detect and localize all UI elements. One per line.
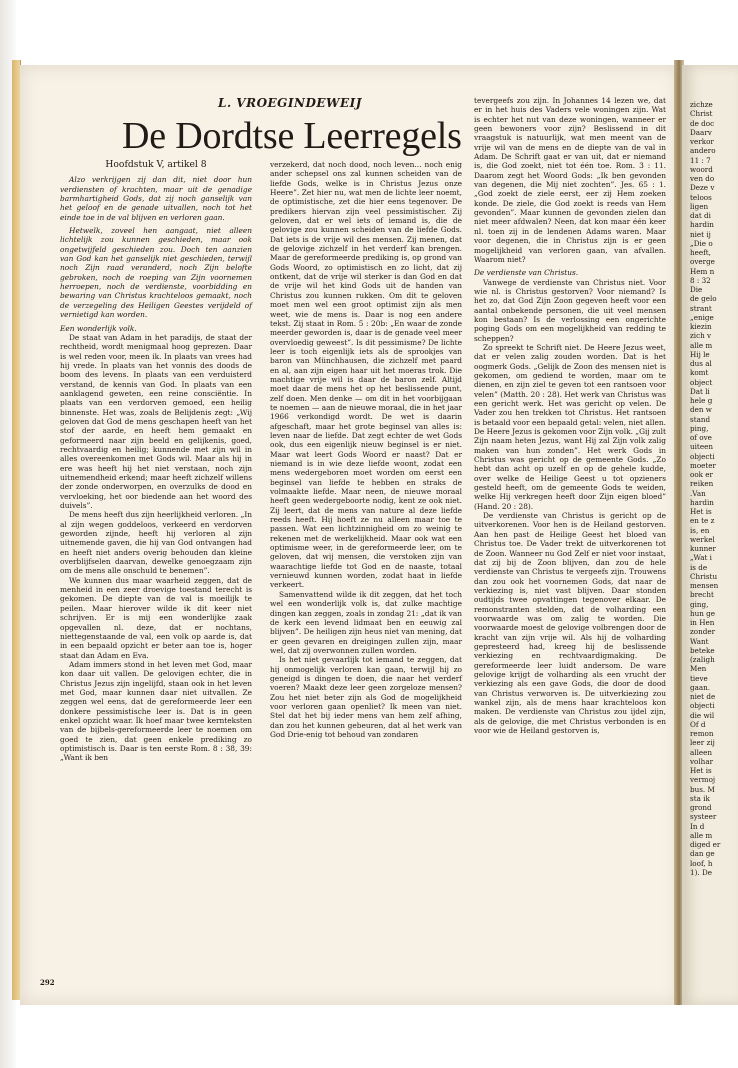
next-page-line: zich v	[690, 331, 712, 341]
next-page-line: Christ	[690, 109, 713, 119]
next-page-line: Christu	[690, 571, 718, 581]
next-page-line: de gelo	[690, 294, 717, 304]
next-page-line: Men	[690, 664, 707, 674]
body-paragraph: De staat van Adam in het paradijs, de staat der rechtheid, wordt menigmaal hoog geprezen. Daar is wel reden voor, meen ik. In plaats van vrees had hij vrede. In plaats van het vonnis des doods de boom des levens. In plaats van een verduisterd verstand, de kennis van God. In plaats van een aanklagend geweten, een reine consciëntie. In plaats van een verdorven gemoed, een heilig binnenste. Het was, zoals de Belijdenis zegt: „Wij geloven dat God de mens geschapen heeft van het stof der aarde, en heeft hem gemaakt en geformeerd naar zijn beeld en gelijkenis, goed, rechtvaardig en heilig; kunnende met zijn wil in alles overeenkomen met Gods wil. Maar als hij in ere was heeft hij het niet verstaan, noch zijn uitnemendheid erkend; maar heeft zichzelf willens der zonde onderworpen, en overzulks de dood en vervloeking, het oor biedende aan het woord des duivels”.	[60, 332, 252, 511]
section-heading: Een wonderlijk volk.	[60, 323, 137, 333]
next-page-line: alle m	[690, 340, 713, 350]
column-1	[60, 160, 252, 763]
next-page-line: Want	[690, 636, 709, 646]
next-page-line: den w	[690, 405, 712, 415]
next-page-line: hun ge	[690, 608, 716, 618]
next-page-line: stand	[690, 414, 711, 424]
next-page-line: 11 : 7	[690, 155, 711, 165]
next-page-line: object	[690, 377, 713, 387]
next-page-line: die wil	[690, 710, 715, 720]
next-page-line: hardin	[690, 220, 714, 230]
body-paragraph: Samenvattend wilde ik dit zeggen, dat het toch wel een wonderlijk volk is, dat zulke machtige dingen kan zeggen, zoals in zondag 21: „dat ik van de kerk een levend lidmaat ben en eeuwig zal blijven”. De heiligen zijn heus niet van mening, dat er geen gevaren en dreigingen zullen zijn, maar wel, dat zij overwonnen zullen worden.	[270, 589, 462, 655]
next-page-line: in Hen	[690, 618, 715, 627]
next-page-line: alleen	[690, 747, 713, 757]
next-page-line: alle m	[690, 830, 713, 840]
next-page-line: diged er	[690, 840, 721, 849]
next-page-line: bus. M	[690, 784, 715, 794]
body-paragraph: Vanwege de verdienste van Christus niet. Voor wie nl. is Christus gestorven? Voor niemand? Is het zo, dat God Zijn Zoon gegeven heeft voor een aantal onbekende personen, die uit veel mensen kon bestaan? Is de verlossing een ongerichte poging Gods om een mogelijkheid van redding te scheppen?	[474, 277, 666, 343]
section-heading: De verdienste van Christus.	[474, 268, 579, 278]
next-page-line: .Van	[690, 488, 706, 498]
chapter-heading: Hoofdstuk V, artikel 8	[105, 159, 207, 170]
next-page-line: mensen	[690, 581, 719, 590]
next-page-line: 1). De	[690, 867, 712, 877]
next-page-line: komt	[690, 368, 709, 378]
next-page-line: heeft,	[690, 248, 711, 257]
next-page-line: en te z	[690, 516, 715, 526]
next-page-line: objecti	[690, 451, 715, 461]
next-page-line: de doc	[690, 118, 715, 128]
next-page-line: leer zij	[690, 738, 715, 748]
next-page-line: (zaligh	[690, 655, 715, 664]
next-page-line: woord	[690, 164, 713, 174]
next-page-line: objecti	[690, 701, 715, 711]
next-page-line: uiteen	[690, 442, 713, 452]
next-page-line: sta ik	[690, 793, 710, 803]
lead-paragraph: Alzo verkrijgen zij dan dit, niet door hun verdiensten of krachten, maar uit de genadige barmhartigheid Gods, dat zij noch ganselijk van het geloof en de genade uitvallen, noch tot het einde toe in de val blijven en verloren gaan.	[60, 175, 252, 222]
next-page-line: kunner	[690, 544, 716, 553]
next-page-line: In d	[690, 821, 705, 831]
next-page-line: ook er	[690, 470, 713, 479]
next-page-text	[690, 100, 738, 877]
next-page-line: dus al	[690, 359, 712, 368]
next-page-line: ging,	[690, 599, 709, 609]
next-page-line: Hij le	[690, 349, 710, 359]
next-page-line: andero	[690, 146, 716, 156]
next-page-line: ven do	[690, 174, 715, 183]
next-page-line: teloos	[690, 192, 712, 202]
next-page-line: niet ij	[690, 229, 711, 239]
next-page-line: Hem n	[690, 266, 715, 276]
next-page-line: verkor	[690, 137, 714, 146]
next-page-line: is, en	[690, 525, 710, 535]
next-page-line: Die	[690, 285, 703, 294]
body-paragraph: tevergeefs zou zijn. In Johannes 14 lezen we, dat er in het huis des Vaders vele woningen zijn. Wat is echter het nut van deze woningen, wanneer er geen bewoners voor zijn? Beslissend in dit vraagstuk is natuurlijk, wat men meent van de vrije wil van de mens en de diepte van de val in Adam. De Schrift gaat er van uit, dat er niemand is, die God zoekt, niet tot één toe. Rom. 3 : 11. Daarom zegt het Woord Gods: „Ik ben gevonden van degenen, die Mij niet zochten”. Jes. 65 : 1. „God zoekt de ziele eerst, eer zij Hem zoeken konde. De ziele, die God zoekt is reeds van Hem gevonden”. Maar kunnen de gevonden zielen dan niet meer afdwalen? Neen, dat kon maar één keer nl. toen zij in de lendenen Adams waren. Maar voor degenen, die in Christus zijn is er geen mogelijkheid van verloren gaan, van afvallen. Waarom niet?	[474, 96, 666, 264]
next-page-line: „Wat i	[690, 553, 712, 563]
next-page-line: systeer	[690, 812, 717, 822]
next-page-line: Het is	[690, 766, 712, 775]
next-page-line: 8 : 32	[690, 275, 711, 285]
column-3	[474, 96, 666, 735]
next-page-line: Dat li	[690, 386, 710, 396]
next-page-line: zonder	[690, 627, 716, 637]
next-page-line: beteke	[690, 645, 715, 655]
page-number: 292	[40, 978, 55, 987]
next-page-line: overge	[690, 257, 715, 267]
next-page-line: remon	[690, 729, 714, 738]
next-page-line: Of d	[690, 719, 706, 729]
next-page-line: zichze	[690, 100, 713, 109]
next-page-line: „Die o	[690, 238, 713, 248]
body-paragraph: Zo spreekt te Schrift niet. De Heere Jezus weet, dat er velen zalig zouden worden. Dat is het oogmerk Gods. „Gelijk de Zoon des mensen niet is gekomen, om gediend te worden, maar om te dienen, en zijn ziel te geven tot een rantsoen voor velen” (Matth. 20 : 28). Het werk van Christus was een gericht werk. Het was gericht op velen. De Vader zou hen trekken tot Christus. Het rantsoen is betaald voor een bepaald getal: velen, niet allen. De Heere Jezus is gekomen voor Zijn volk. „Gij zult Zijn naam heten Jezus, want Hij zal Zijn volk zalig maken van hun zonden”. Het werk Gods in Christus was gericht op de gemeente Gods. „Zo hebt dan acht op uzelf en op de gehele kudde, over welke de Heilige Geest u tot opzieners gesteld heeft, om de gemeente Gods te weiden, welke Hij verkregen heeft door Zijn eigen bloed” (Hand. 20 : 28).	[474, 342, 667, 511]
body-paragraph: De verdienste van Christus is gericht op de uitverkorenen. Voor hen is de Heiland gestorven. Aan hen past de Heilige Geest het bloed van Christus toe. De Vader trekt de uitverkorenen tot de Zoon. Wanneer nu God Zelf er niet voor instaat, dat zij bij de Zoon blijven, dan zou de hele verdienste van Christus te vergeefs zijn. Trouwens dan zou ook het voornemen Gods, dat naar de verkiezing is, niet vast blijven. Daar stonden oudtijds twee opvattingen tegenover elkaar. De remonstranten stelden, dat de volharding een voorwaarde was om zalig te worden. Die voorwaarde moest de gelovige volbrengen door de kracht van zijn vrije wil. Als hij de volharding gepresteerd had, kreeg hij de beslissende verkiezing en rechtvaardigmaking. De gereformeerde leer luidt andersom. De ware gelovige krijgt de volharding als een vrucht der verkiezing als een gave Gods, die door de dood van Christus verworven is. De uitverkiezing zou wankel zijn, als de mens haar krachteloos kon maken. De verdienste van Christus zou ijdel zijn, als de gelovige, die met Christus verbonden is en voor wie de Heiland gestorven is,	[474, 511, 666, 736]
next-page-line: moeter	[690, 460, 716, 470]
body-paragraph: De mens heeft dus zijn heerlijkheid verloren. „In al zijn wegen goddeloos, verkeerd en verdorven geworden zijnde, heeft hij verloren al zijn uitnemende gaven, die hij van God ontvangen had en heeft niet anders overig behouden dan kleine overblijfselen daarvan, dewelke genoegzaam zijn om de mens alle onschuld te benemen”.	[60, 510, 252, 576]
next-page-line: loof, h	[690, 858, 713, 868]
next-page-line: ping,	[690, 423, 709, 433]
article-author: L. VROEGINDEWEIJ	[218, 96, 362, 110]
column-2	[270, 160, 462, 739]
next-page-line: dat di	[690, 211, 711, 220]
next-page-line: dan ge	[690, 849, 715, 859]
next-page-line: Het is	[690, 507, 712, 516]
lead-paragraph: Hetwelk, zoveel hen aangaat, niet alleen lichtelijk zou kunnen geschieden, maar ook ongetwijfeld geschieden zou. Doch ten aanzien van God kan het ganselijk niet geschieden, terwijl noch Zijn raad veranderd, noch Zijn belofte gebroken, noch de roeping van Zijn voornemen herroepen, noch de verdienste, voorbidding en bewaring van Christus krachteloos gemaakt, noch de verzegeling des Heiligen Geestes verijdeld of vernietigd kan worden.	[60, 226, 252, 320]
next-page-line: volhar	[690, 756, 714, 766]
next-page-line: vermoj	[690, 775, 716, 785]
next-page-line: grond	[690, 803, 712, 812]
next-page-line: kiezin	[690, 322, 712, 331]
next-page-line: niet de	[690, 692, 716, 701]
next-page-line: is de	[690, 562, 708, 572]
next-page-line: tieve	[690, 673, 708, 683]
next-page-line: hele g	[690, 396, 713, 405]
next-page-line: reiken	[690, 479, 714, 489]
next-page-line: ligen	[690, 201, 709, 211]
next-page-line: gaan.	[690, 682, 711, 692]
next-page-line: Daarv	[690, 127, 712, 137]
next-page-line: hardin	[690, 497, 714, 507]
next-page-line: strant	[690, 303, 712, 313]
next-page-line: of ove	[690, 433, 712, 442]
body-paragraph: We kunnen dus maar waarheid zeggen, dat de menheid in een zeer droevige toestand terecht is gekomen. De diepte van de val is moeilijk te peilen. Maar hierover wilde ik dit keer niet schrijven. Er is mij een wonderlijke zaak opgevallen nl. deze, dat er nochtans, niettegenstaande de val, een volk op aarde is, dat in een bepaald opzicht er beter aan toe is, hoger staat dan Adam en Eva.	[60, 575, 252, 660]
next-page-line: brecht	[690, 590, 714, 600]
next-page-line: werkel	[690, 534, 715, 544]
next-page-line: Deze v	[690, 183, 715, 193]
article-title: De Dordtse Leerregels	[122, 115, 462, 157]
body-paragraph: Is het niet gevaarlijk tot iemand te zeggen, dat hij onmogelijk verloren kan gaan, terwijl hij zo geneigd is dingen te doen, die naar het verderf voeren? Maakt deze leer geen zorgeloze mensen? Zou het niet beter zijn als God de mogelijkheid voor verloren gaan openliet? Ik meen van niet. Stel dat het bij ieder mens van hem zelf afhing, dan zou het kunnen gebeuren, dat al het werk van God Drie-enig tot behoud van zondaren	[270, 655, 462, 739]
body-paragraph: verzekerd, dat noch dood, noch leven... noch enig ander schepsel ons zal kunnen scheiden van de liefde Gods, welke is in Christus Jezus onze Heere”. Zet hier nu, wat men de lichte leer noemt, de optimistische, zet die hier eens tegenover. De predikers hiervan zijn veel pessimistischer. Zij geloven, dat er wel iets of iemand is, die de gelovige zou kunnen scheiden van de liefde Gods. Dat iets is de vrije wil des mensen. Zij menen, dat de gelovige zichzelf in het verderf kan brengen. Maar de gereformeerde prediking is, op grond van Gods Woord, zo optimistisch en zo licht, dat zij ontkent, dat de vrije wil sterker is dan God en dat de vrije wil het kind Gods uit de handen van Christus zou kunnen rukken. Om dit te geloven moet men wel een groot optimist zijn als men weet, wie de mens is. Daar is nog een andere tekst. Zij staat in Rom. 5 : 20b: „En waar de zonde meerder geworden is, daar is de genade veel meer overvloedig geweest”. Is dit pessimisme? De lichte leer is toch eigenlijk iets als de sprookjes van baron van Münchhausen, die zichzelf met paard en al, aan zijn eigen haar uit het moeras trok. Die machtige vrije wil is daar de baron zelf. Altijd moet daar de mens het op het beslissende punt, zelf doen. Men denke — om dit in het voorbijgaan te noemen — aan de nieuwe moraal, die in het jaar 1966 verkondigd wordt. De wet is daarin afgeschaft, maar het grote beginsel van alles is: leven naar de liefde. Dat zegt echter de wet Gods ook, dus een eigenlijk nieuw beginsel is er niet. Maar wat leert Gods Woord er naast? Dat er niemand is in wie deze liefde woont, zodat een mens wedergeboren moet worden om eerst een beginsel van liefde te hebben en straks de volmaakte liefde. Maar neen, de nieuwe moraal heeft geen wedergeboorte nodig, kent ze ook niet. Zij leert, dat de mens van nature al deze liefde reeds heeft. Hij hoeft ze nu alleen maar toe te passen. Wat een lichtzinnigheid om zo weinig te rekenen met de werkelijkheid. Maar ook wat een optimisme weer, in de gereformeerde leer, om te geloven, dat wij mensen, die verstoken zijn van waarachtige liefde tot God en de naaste, totaal vernieuwd kunnen worden, zodat haat in liefde verkeert.	[270, 160, 462, 590]
next-page-line: „enige	[690, 312, 714, 322]
body-paragraph: Adam immers stond in het leven met God, maar kon daar uit vallen. De gelovigen echter, die in Christus Jezus zijn ingelijfd, staan ook in het leven met God, maar kunnen daar niet uitvallen. Ze zeggen wel eens, dat de gereformeerde leer een donkere pessimistische leer is. Dat is in geen enkel opzicht waar. Ik hoef maar twee kernteksten van de bijbels-gereformeerde leer te noemen om goed te zien, dat geen enkele prediking zo optimistisch is. Daar is ten eerste Rom. 8 : 38, 39: „Want ik ben	[60, 659, 252, 763]
